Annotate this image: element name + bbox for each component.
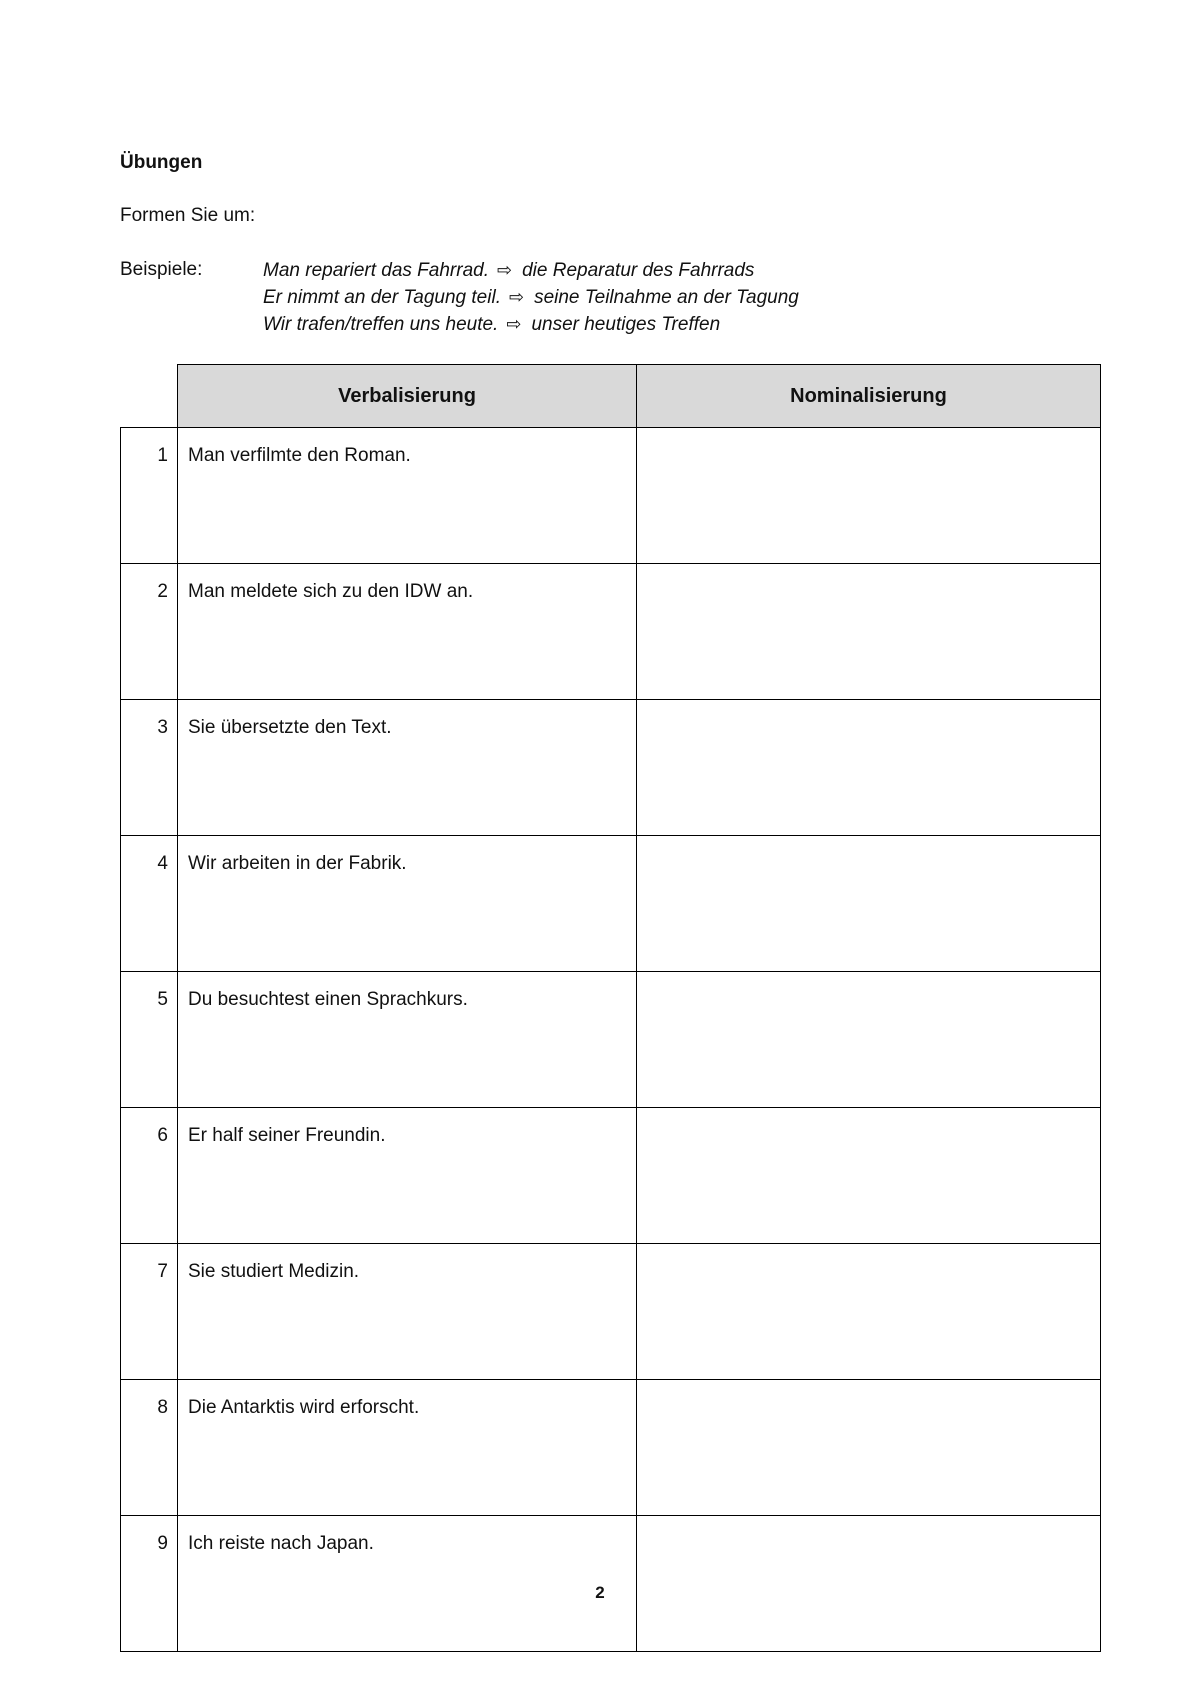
verbal-sentence: Man verfilmte den Roman. xyxy=(178,428,637,564)
verbal-sentence: Er half seiner Freundin. xyxy=(178,1108,637,1244)
arrow-right-icon: ⇨ xyxy=(497,260,513,280)
table-row xyxy=(121,1108,1101,1244)
table-corner-cell xyxy=(121,365,178,428)
table-row xyxy=(121,1380,1101,1516)
verbal-sentence: Sie studiert Medizin. xyxy=(178,1244,637,1380)
nominal-answer-cell[interactable] xyxy=(637,564,1101,700)
verbal-sentence: Sie übersetzte den Text. xyxy=(178,700,637,836)
instruction-text: Formen Sie um: xyxy=(120,205,256,226)
example-verbal: Man repariert das Fahrrad. xyxy=(263,260,489,281)
example-verbal: Er nimmt an der Tagung teil. xyxy=(263,287,501,308)
nominal-answer-cell[interactable] xyxy=(637,836,1101,972)
examples-block xyxy=(263,257,799,338)
row-number: 8 xyxy=(121,1380,178,1516)
table-row xyxy=(121,1244,1101,1380)
table-header-row xyxy=(121,365,1101,428)
nominal-answer-cell[interactable] xyxy=(637,1108,1101,1244)
exercise-table xyxy=(120,364,1101,1652)
verbal-sentence: Du besuchtest einen Sprachkurs. xyxy=(178,972,637,1108)
page-heading: Übungen xyxy=(120,152,203,173)
row-number: 3 xyxy=(121,700,178,836)
row-number: 6 xyxy=(121,1108,178,1244)
example-line xyxy=(263,284,799,311)
example-nominal: seine Teilnahme an der Tagung xyxy=(534,287,799,308)
row-number: 4 xyxy=(121,836,178,972)
arrow-right-icon: ⇨ xyxy=(508,287,525,307)
example-line xyxy=(263,257,799,284)
nominal-answer-cell[interactable] xyxy=(637,428,1101,564)
table-row xyxy=(121,428,1101,564)
header-verbalisierung: Verbalisierung xyxy=(178,365,637,428)
example-nominal: unser heutiges Treffen xyxy=(531,314,721,335)
row-number: 7 xyxy=(121,1244,178,1380)
table-row xyxy=(121,972,1101,1108)
row-number: 1 xyxy=(121,428,178,564)
table-row xyxy=(121,700,1101,836)
example-verbal: Wir trafen/treffen uns heute. xyxy=(263,314,499,335)
nominal-answer-cell[interactable] xyxy=(637,1244,1101,1380)
nominal-answer-cell[interactable] xyxy=(637,972,1101,1108)
example-line xyxy=(263,311,799,338)
row-number: 2 xyxy=(121,564,178,700)
nominal-answer-cell[interactable] xyxy=(637,700,1101,836)
table-row xyxy=(121,564,1101,700)
row-number: 5 xyxy=(121,972,178,1108)
header-nominalisierung: Nominalisierung xyxy=(637,365,1101,428)
verbal-sentence: Man meldete sich zu den IDW an. xyxy=(178,564,637,700)
row-number: 9 xyxy=(121,1516,178,1652)
examples-label: Beispiele: xyxy=(120,259,203,280)
nominal-answer-cell[interactable] xyxy=(637,1380,1101,1516)
page-number: 2 xyxy=(595,1583,605,1602)
verbal-sentence: Ich reiste nach Japan. xyxy=(178,1516,637,1652)
table-row xyxy=(121,836,1101,972)
verbal-sentence: Die Antarktis wird erforscht. xyxy=(178,1380,637,1516)
verbal-sentence: Wir arbeiten in der Fabrik. xyxy=(178,836,637,972)
arrow-right-icon: ⇨ xyxy=(506,314,522,334)
example-nominal: die Reparatur des Fahrrads xyxy=(522,260,755,281)
